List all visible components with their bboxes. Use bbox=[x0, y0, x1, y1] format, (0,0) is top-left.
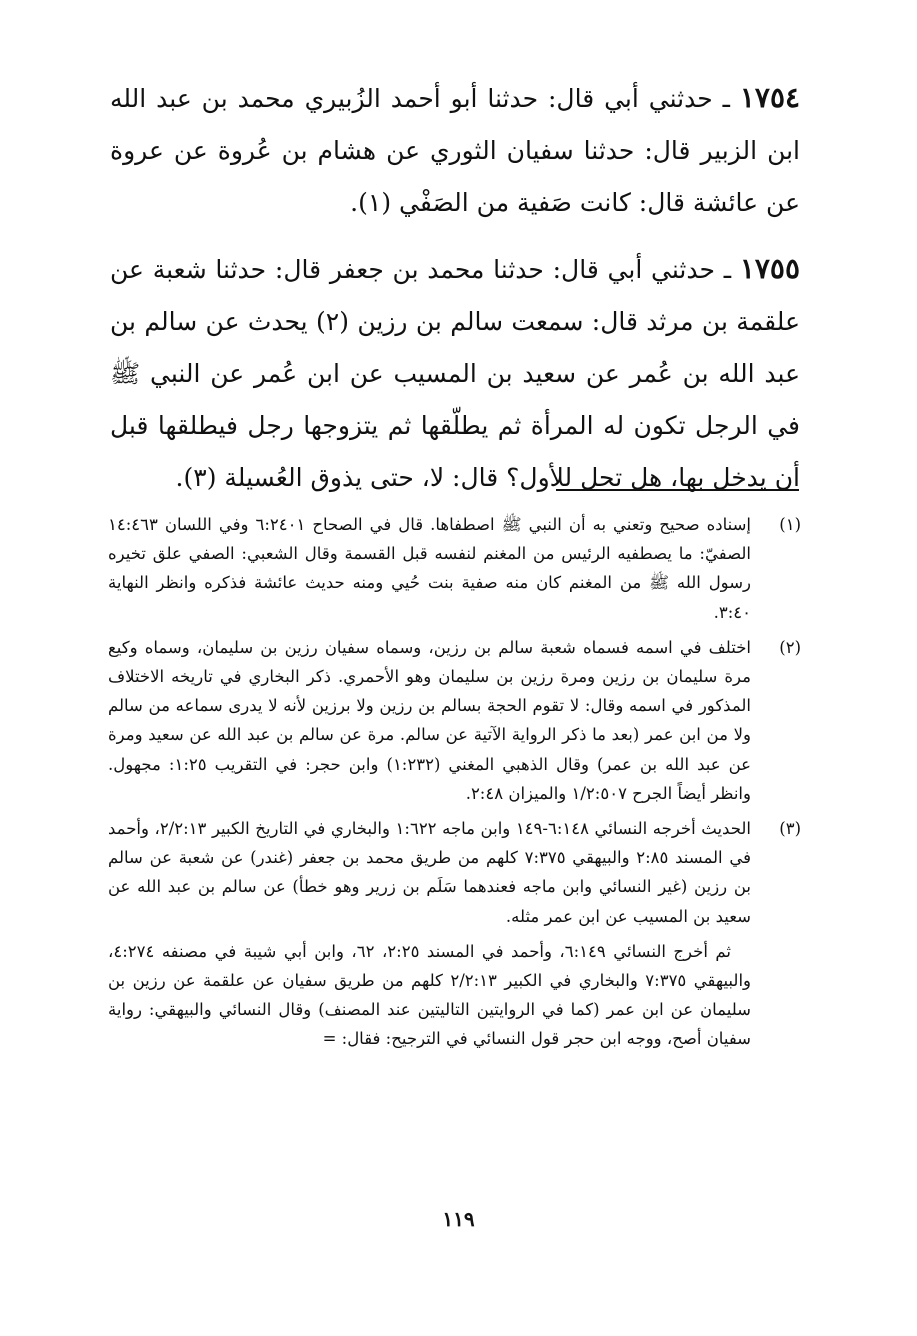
hadith-1754 bbox=[110, 72, 800, 229]
hadith-number: ١٧٥٤ bbox=[739, 81, 801, 114]
page-number: ١١٩ bbox=[442, 1207, 475, 1231]
footnote-paragraph: إسناده صحيح وتعني به أن النبي ﷺ اصطفاها. قال في الصحاح ٦:٢٤٠١ وفي اللسان ١٤:٤٦٣ الصفيّ: ما يصطفيه الرئيس من المغنم لنفسه قبل القسمة وقال الشعبي: الصفي علق تخيره رسول الله ﷺ من المغنم كان منه صفية بنت حُيي ومنه حديث عائشة فذكره وانظر النهاية ٣:٤٠. bbox=[108, 515, 752, 622]
main-text bbox=[110, 72, 800, 518]
hadith-number: ١٧٥٥ bbox=[739, 252, 800, 285]
hadith-1755 bbox=[110, 243, 800, 504]
footnote-marker: (٣) bbox=[779, 819, 801, 839]
footnotes bbox=[108, 510, 801, 1060]
footnote-body bbox=[108, 510, 751, 627]
footnote-1 bbox=[108, 510, 801, 627]
hadith-text: ـ حدثني أبي قال: حدثنا أبو أحمد الزُبيري محمد بن عبد الله ابن الزبير قال: حدثنا سفيان الثوري عن هشام بن عُروة عن عروة عن عائشة قال: كانت صَفية من الصَفْي (١). bbox=[110, 84, 800, 217]
footnote-marker: (٢) bbox=[779, 637, 801, 657]
footnote-marker: (١) bbox=[779, 515, 801, 534]
footnote-paragraph: الحديث أخرجه النسائي ٦:١٤٨-١٤٩ وابن ماجه ١:٦٢٢ والبخاري في التاريخ الكبير ٢/٢:١٣، وأحمد في المسند ٢:٨٥ والبيهقي ٧:٣٧٥ كلهم من طريق محمد بن جعفر (غندر) عن شعبة عن سالم بن رزين (غير النسائي وابن ماجه فعندهما سَلَم بن زرير وهو خطأ) عن سالم بن عبد الله عن سعيد بن المسيب عن ابن عمر مثله. bbox=[108, 819, 751, 926]
footnote-3 bbox=[108, 814, 801, 1054]
hadith-text: ـ حدثني أبي قال: حدثنا محمد بن جعفر قال: حدثنا شعبة عن علقمة بن مرثد قال: سمعت سالم بن رزين (٢) يحدث عن سالم بن عبد الله بن عُمر عن سعيد بن المسيب عن ابن عُمر عن النبي ﷺ في الرجل تكون له المرأة ثم يطلّقها ثم يتزوجها رجل فيطلقها قبل أن يدخل بها، هل تحل للأول؟ قال: لا، حتى يذوق العُسيلة (٣). bbox=[110, 255, 800, 492]
footnote-paragraph: اختلف في اسمه فسماه شعبة سالم بن رزين، وسماه سفيان رزين بن سليمان، وسماه وكيع مرة سليمان بن رزين ومرة رزين بن سليمان وهو الأحمري. ذكر البخاري في تاريخه الاختلاف المذكور في اسمه وقال: لا تقوم الحجة بسالم بن رزين ولا برزين لأنه لا يدرى سماعه من سالم ولا من ابن عمر (بعد ما ذكر الرواية الآتية عن سالم. مرة عن سالم بن عبد الله عن سعيد ومرة عن عبد الله بن عمر) وقال الذهبي المغني (١:٢٣٢) وابن حجر: في التقريب ١:٢٥: مجهول. وانظر أيضاً الجرح ١/٢:٥٠٧ والميزان ٢:٤٨. bbox=[108, 637, 751, 803]
footnote-body bbox=[108, 814, 751, 1054]
footnote-body bbox=[108, 633, 751, 808]
footnote-separator bbox=[556, 489, 799, 491]
footnote-2 bbox=[108, 633, 801, 808]
footnote-paragraph: ثم أخرج النسائي ٦:١٤٩، وأحمد في المسند ٢:٢٥، ٦٢، وابن أبي شيبة في مصنفه ٤:٢٧٤، والبيهقي ٧:٣٧٥ والبخاري في الكبير ٢/٢:١٣ كلهم من طريق سفيان عن علقمة عن رزين بن سليمان عن ابن عمر (كما في الروايتين التاليتين عند المصنف) وقال النسائي والبيهقي: رواية سفيان أصح، ووجه ابن حجر قول النسائي في الترجيح: فقال: = bbox=[108, 941, 751, 1049]
